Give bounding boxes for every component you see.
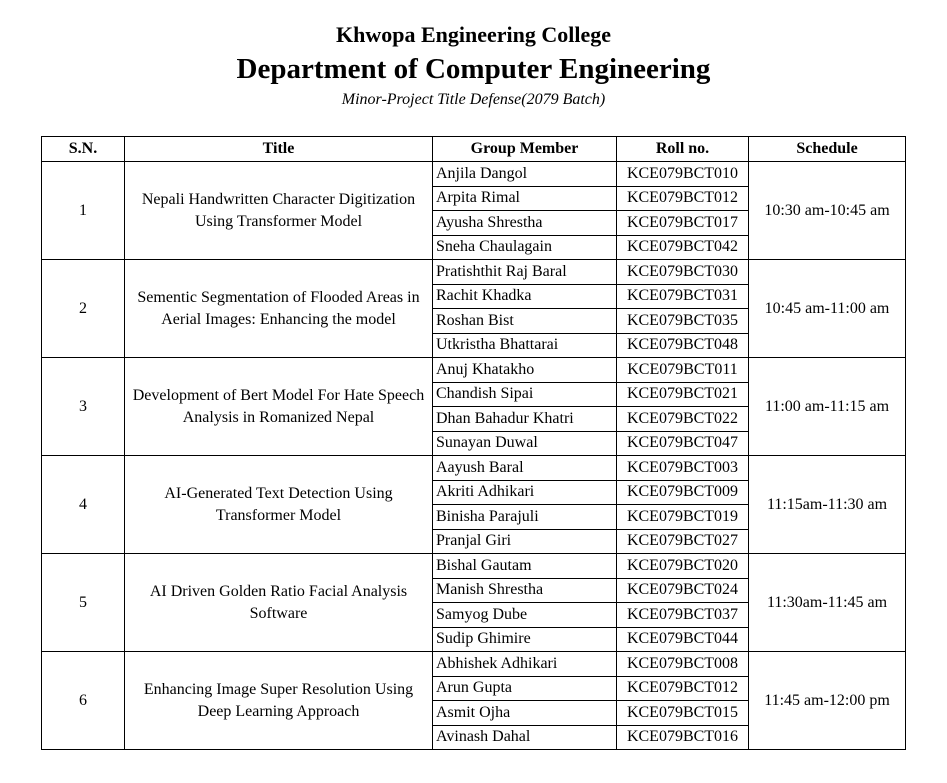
roll-number-cell: KCE079BCT016 (617, 725, 749, 750)
serial-number-cell: 3 (42, 358, 125, 456)
schedule-cell: 11:15am-11:30 am (749, 456, 906, 554)
group-member-cell: Arun Gupta (433, 676, 617, 701)
column-header-roll-no: Roll no. (617, 137, 749, 162)
group-member-cell: Anuj Khatakho (433, 358, 617, 383)
serial-number-cell: 4 (42, 456, 125, 554)
group-member-cell: Bishal Gautam (433, 554, 617, 579)
project-title-cell: AI-Generated Text Detection Using Transformer Model (125, 456, 433, 554)
roll-number-cell: KCE079BCT009 (617, 480, 749, 505)
roll-number-cell: KCE079BCT012 (617, 676, 749, 701)
group-member-cell: Manish Shrestha (433, 578, 617, 603)
roll-number-cell: KCE079BCT019 (617, 505, 749, 530)
roll-number-cell: KCE079BCT047 (617, 431, 749, 456)
project-title-cell: Enhancing Image Super Resolution Using Deep Learning Approach (125, 652, 433, 750)
table-row (42, 162, 906, 187)
roll-number-cell: KCE079BCT027 (617, 529, 749, 554)
schedule-cell: 11:30am-11:45 am (749, 554, 906, 652)
group-member-cell: Sunayan Duwal (433, 431, 617, 456)
group-member-cell: Binisha Parajuli (433, 505, 617, 530)
group-member-cell: Utkristha Bhattarai (433, 333, 617, 358)
group-member-cell: Samyog Dube (433, 603, 617, 628)
column-header-title: Title (125, 137, 433, 162)
roll-number-cell: KCE079BCT003 (617, 456, 749, 481)
group-member-cell: Sneha Chaulagain (433, 235, 617, 260)
roll-number-cell: KCE079BCT024 (617, 578, 749, 603)
group-member-cell: Rachit Khadka (433, 284, 617, 309)
college-name: Khwopa Engineering College (335, 22, 611, 47)
schedule-cell: 11:00 am-11:15 am (749, 358, 906, 456)
group-member-cell: Pratishthit Raj Baral (433, 260, 617, 285)
roll-number-cell: KCE079BCT022 (617, 407, 749, 432)
group-member-cell: Pranjal Giri (433, 529, 617, 554)
roll-number-cell: KCE079BCT035 (617, 309, 749, 334)
group-member-cell: Arpita Rimal (433, 186, 617, 211)
schedule-table (41, 136, 906, 750)
roll-number-cell: KCE079BCT020 (617, 554, 749, 579)
roll-number-cell: KCE079BCT017 (617, 211, 749, 236)
table-row (42, 652, 906, 677)
table-header-row (42, 137, 906, 162)
table-row (42, 456, 906, 481)
roll-number-cell: KCE079BCT044 (617, 627, 749, 652)
project-title-cell: Sementic Segmentation of Flooded Areas in Aerial Images: Enhancing the model (125, 260, 433, 358)
table-row (42, 260, 906, 285)
group-member-cell: Chandish Sipai (433, 382, 617, 407)
serial-number-cell: 2 (42, 260, 125, 358)
table-row (42, 358, 906, 383)
group-member-cell: Abhishek Adhikari (433, 652, 617, 677)
roll-number-cell: KCE079BCT012 (617, 186, 749, 211)
project-title-cell: Development of Bert Model For Hate Speech Analysis in Romanized Nepal (125, 358, 433, 456)
schedule-cell: 10:45 am-11:00 am (749, 260, 906, 358)
group-member-cell: Anjila Dangol (433, 162, 617, 187)
roll-number-cell: KCE079BCT010 (617, 162, 749, 187)
roll-number-cell: KCE079BCT048 (617, 333, 749, 358)
group-member-cell: Sudip Ghimire (433, 627, 617, 652)
department-title: Department of Computer Engineering (236, 53, 711, 85)
column-header-sn: S.N. (42, 137, 125, 162)
project-title-cell: AI Driven Golden Ratio Facial Analysis Software (125, 554, 433, 652)
group-member-cell: Akriti Adhikari (433, 480, 617, 505)
group-member-cell: Asmit Ojha (433, 701, 617, 726)
table-body (42, 162, 906, 750)
table-row (42, 554, 906, 579)
roll-number-cell: KCE079BCT030 (617, 260, 749, 285)
group-member-cell: Dhan Bahadur Khatri (433, 407, 617, 432)
roll-number-cell: KCE079BCT011 (617, 358, 749, 383)
roll-number-cell: KCE079BCT042 (617, 235, 749, 260)
serial-number-cell: 1 (42, 162, 125, 260)
schedule-cell: 10:30 am-10:45 am (749, 162, 906, 260)
roll-number-cell: KCE079BCT015 (617, 701, 749, 726)
group-member-cell: Ayusha Shrestha (433, 211, 617, 236)
document-subtitle: Minor-Project Title Defense(2079 Batch) (341, 91, 606, 108)
project-title-cell: Nepali Handwritten Character Digitization Using Transformer Model (125, 162, 433, 260)
column-header-group-member: Group Member (433, 137, 617, 162)
roll-number-cell: KCE079BCT021 (617, 382, 749, 407)
group-member-cell: Avinash Dahal (433, 725, 617, 750)
group-member-cell: Aayush Baral (433, 456, 617, 481)
roll-number-cell: KCE079BCT008 (617, 652, 749, 677)
schedule-cell: 11:45 am-12:00 pm (749, 652, 906, 750)
serial-number-cell: 5 (42, 554, 125, 652)
column-header-schedule: Schedule (749, 137, 906, 162)
serial-number-cell: 6 (42, 652, 125, 750)
group-member-cell: Roshan Bist (433, 309, 617, 334)
roll-number-cell: KCE079BCT031 (617, 284, 749, 309)
roll-number-cell: KCE079BCT037 (617, 603, 749, 628)
